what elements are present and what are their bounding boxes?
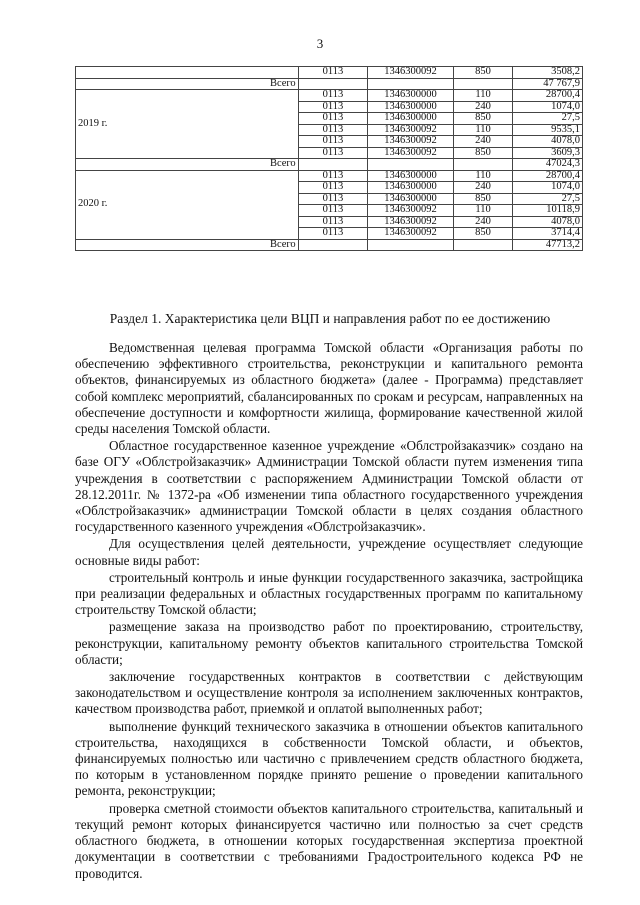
cell-code: 0113 bbox=[298, 147, 367, 159]
cell-code: 0113 bbox=[298, 170, 367, 182]
paragraph: Для осуществления целей деятельности, учреждение осуществляет следующие основные виды работ: bbox=[75, 536, 583, 568]
cell-amount: 28700,4 bbox=[513, 90, 583, 102]
cell-target: 1346300092 bbox=[368, 147, 454, 159]
cell-empty bbox=[298, 239, 367, 251]
section-heading: Раздел 1. Характеристика цели ВЦП и направления работ по ее достижению bbox=[109, 311, 551, 326]
cell-target: 1346300092 bbox=[368, 124, 454, 136]
total-row bbox=[76, 159, 583, 171]
cell-target: 1346300000 bbox=[368, 182, 454, 194]
cell-type: 110 bbox=[453, 124, 513, 136]
cell-empty bbox=[453, 78, 513, 90]
year-cell: 2020 г. bbox=[76, 170, 299, 239]
table-row bbox=[76, 67, 583, 79]
cell-target: 1346300092 bbox=[368, 136, 454, 148]
cell-code: 0113 bbox=[298, 67, 367, 79]
cell-code: 0113 bbox=[298, 205, 367, 217]
cell-amount: 27,5 bbox=[513, 113, 583, 125]
cell-type: 240 bbox=[453, 136, 513, 148]
total-label: Всего bbox=[76, 239, 299, 251]
cell-amount: 1074,0 bbox=[513, 182, 583, 194]
cell-empty bbox=[298, 78, 367, 90]
cell-code: 0113 bbox=[298, 124, 367, 136]
paragraph: размещение заказа на производство работ по проектированию, строительству, реконструкции, капитальному ремонту объектов капитального строительства Томской области; bbox=[75, 619, 583, 667]
cell-amount: 9535,1 bbox=[513, 124, 583, 136]
page-number: 3 bbox=[316, 36, 324, 51]
paragraph: заключение государственных контрактов в соответствии с действующим законодательством и осуществление контроля за исполнением заключенных контрактов, качеством производства работ, приемкой и оплатой выполненных работ; bbox=[75, 669, 583, 717]
cell-target: 1346300000 bbox=[368, 113, 454, 125]
cell-type: 240 bbox=[453, 182, 513, 194]
cell-code: 0113 bbox=[298, 182, 367, 194]
cell-target: 1346300092 bbox=[368, 216, 454, 228]
cell-empty bbox=[368, 78, 454, 90]
cell-amount: 3714,4 bbox=[513, 228, 583, 240]
cell-amount: 3508,2 bbox=[513, 67, 583, 79]
cell-amount: 1074,0 bbox=[513, 101, 583, 113]
cell-code: 0113 bbox=[298, 228, 367, 240]
cell-type: 850 bbox=[453, 147, 513, 159]
paragraph: Ведомственная целевая программа Томской области «Организация работы по обеспечению эффективного строительства, реконструкции и капитального ремонта объектов, финансируемых из областного бюджета» (далее - Программа) представляет собой комплекс мероприятий, сбалансированных по срокам и ресурсам, направленных на обеспечение доступности и комфортности жилища, формирование качественной жилой среды населения Томской области. bbox=[75, 340, 583, 437]
cell-code: 0113 bbox=[298, 113, 367, 125]
total-row bbox=[76, 78, 583, 90]
cell-target: 1346300000 bbox=[368, 193, 454, 205]
cell-amount: 3609,3 bbox=[513, 147, 583, 159]
cell-type: 110 bbox=[453, 90, 513, 102]
table-row bbox=[76, 170, 583, 182]
cell-code: 0113 bbox=[298, 101, 367, 113]
cell-target: 1346300000 bbox=[368, 170, 454, 182]
cell-empty bbox=[298, 159, 367, 171]
cell-empty bbox=[368, 239, 454, 251]
cell-amount: 27,5 bbox=[513, 193, 583, 205]
cell-target: 1346300092 bbox=[368, 228, 454, 240]
cell-type: 850 bbox=[453, 228, 513, 240]
budget-table bbox=[75, 66, 583, 251]
cell-type: 110 bbox=[453, 205, 513, 217]
paragraph: Областное государственное казенное учреждение «Облстройзаказчик» создано на базе ОГУ «Облстройзаказчик» Администрации Томской области путем изменения типа учреждения в соответствии с распоряжением Администрации Томской области от 28.12.2011г. № 1372-ра «Об изменении типа областного государственного учреждения «Облстройзаказчик» администрации Томской области в целях создания областного государственного казенного учреждения «Облстройзаказчик». bbox=[75, 438, 583, 535]
cell-empty bbox=[453, 159, 513, 171]
cell-empty bbox=[76, 67, 299, 79]
cell-target: 1346300000 bbox=[368, 101, 454, 113]
cell-target: 1346300000 bbox=[368, 90, 454, 102]
cell-type: 240 bbox=[453, 216, 513, 228]
cell-target: 1346300092 bbox=[368, 205, 454, 217]
cell-type: 850 bbox=[453, 193, 513, 205]
cell-target: 1346300092 bbox=[368, 67, 454, 79]
total-amount: 47024,3 bbox=[513, 159, 583, 171]
total-row bbox=[76, 239, 583, 251]
body-text bbox=[75, 340, 583, 883]
cell-amount: 28700,4 bbox=[513, 170, 583, 182]
cell-amount: 4078,0 bbox=[513, 136, 583, 148]
total-label: Всего bbox=[76, 159, 299, 171]
paragraph: проверка сметной стоимости объектов капитального строительства, капитальный и текущий ремонт которых финансируется частично или полностью за счет средств областного бюджета, в отношении которых государственная экспертиза проектной документации в соответствии с требованиями Градостроительного кодекса РФ не проводится. bbox=[75, 800, 583, 881]
year-cell: 2019 г. bbox=[76, 90, 299, 159]
cell-type: 110 bbox=[453, 170, 513, 182]
total-amount: 47 767,9 bbox=[513, 78, 583, 90]
cell-type: 850 bbox=[453, 67, 513, 79]
table-row bbox=[76, 90, 583, 102]
total-label: Всего bbox=[76, 78, 299, 90]
cell-amount: 4078,0 bbox=[513, 216, 583, 228]
cell-code: 0113 bbox=[298, 136, 367, 148]
cell-empty bbox=[368, 159, 454, 171]
cell-type: 240 bbox=[453, 101, 513, 113]
cell-type: 850 bbox=[453, 113, 513, 125]
cell-code: 0113 bbox=[298, 193, 367, 205]
total-amount: 47713,2 bbox=[513, 239, 583, 251]
cell-code: 0113 bbox=[298, 90, 367, 102]
paragraph: строительный контроль и иные функции государственного заказчика, застройщика при реализации федеральных и областных государственных программ по капитальному строительству Томской области; bbox=[75, 569, 583, 618]
cell-empty bbox=[453, 239, 513, 251]
cell-amount: 10118,9 bbox=[513, 205, 583, 217]
paragraph: выполнение функций технического заказчика в отношении объектов капитального строительства, находящихся в собственности Томской области, и объектов, финансируемых полностью или частично с привлечением средств областного бюджета, по которым в установленном порядке принято решение о проведении капитального ремонта, реконструкции; bbox=[75, 718, 583, 799]
cell-code: 0113 bbox=[298, 216, 367, 228]
